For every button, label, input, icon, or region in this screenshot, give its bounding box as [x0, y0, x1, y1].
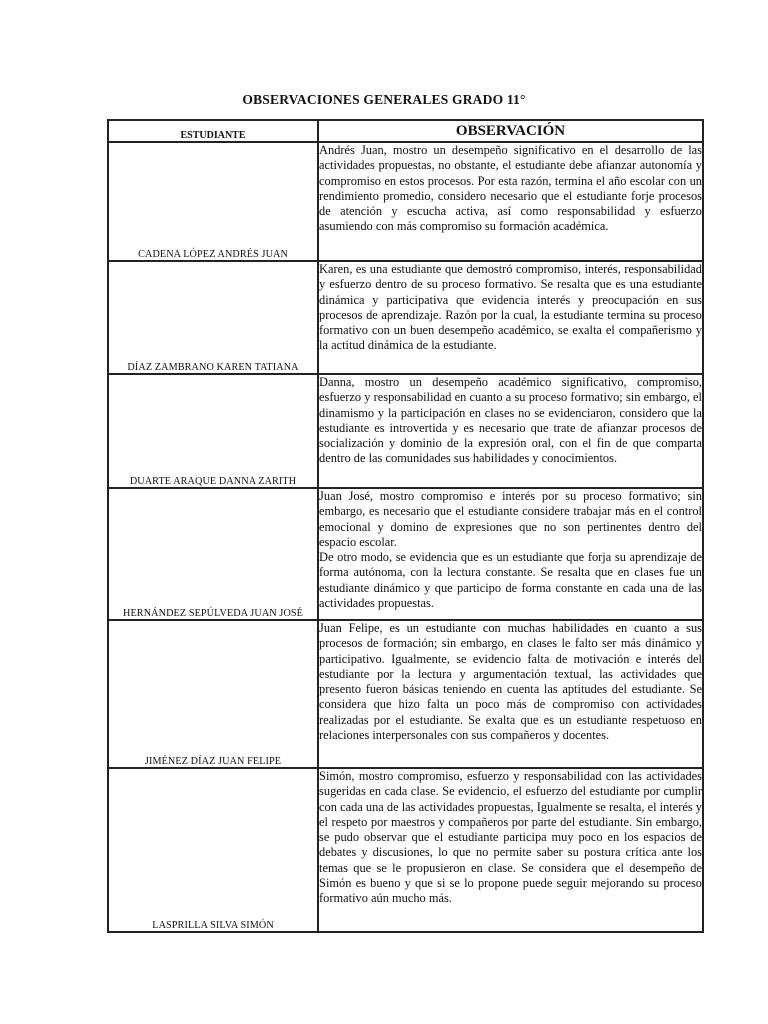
table-row — [108, 488, 703, 620]
table-row — [108, 261, 703, 374]
table-header-row — [108, 120, 703, 142]
observation-text: Simón, mostro compromiso, esfuerzo y responsabilidad con las actividades sugeridas en cada clase. Se evidencio, el esfuerzo del estudiante por cumplir con cada una de las actividades propuestas, Igualmente se resalta, el interés y el respeto por maestros y compañeros por parte del estudiante. Sin embargo, se pudo observar que el estudiante participa muy poco en los espacios de debates y discusiones, lo que no permite saber su postura crítica ante los temas que se le propusieron en clase. Se considera que el desempeño de Simón es bueno y que si se lo propone puede seguir mejorando su proceso formativo aún mucho más. — [318, 768, 703, 932]
observation-column-header: OBSERVACIÓN — [318, 120, 703, 142]
observation-text: Juan José, mostro compromiso e interés por su proceso formativo; sin embargo, es necesario que el estudiante considere trabajar más en el control emocional y domino de expresiones que no son pertinentes dentro del espacio escolar. De otro modo, se evidencia que es un estudiante que forja su aprendizaje de forma autónoma, con la lectura constante. Se resalta que en clases fue un estudiante dinámico y que participo de forma constante en cada una de las actividades propuestas. — [318, 488, 703, 620]
observation-text: Andrés Juan, mostro un desempeño significativo en el desarrollo de las actividades propuestas, no obstante, el estudiante debe afianzar autonomía y compromiso en estos procesos. Por esta razón, termina el año escolar con un rendimiento promedio, considero necesario que el estudiante forje procesos de atención y escucha activa, así como responsabilidad y esfuerzo asumiendo con más compromiso su formación académica. — [318, 142, 703, 261]
table-row — [108, 620, 703, 768]
observations-table — [107, 119, 704, 933]
student-column-header: ESTUDIANTE — [108, 120, 318, 142]
student-name: HERNÁNDEZ SEPÚLVEDA JUAN JOSÉ — [108, 488, 318, 620]
student-name: DÍAZ ZAMBRANO KAREN TATIANA — [108, 261, 318, 374]
table-row — [108, 374, 703, 488]
observation-text: Danna, mostro un desempeño académico significativo, compromiso, esfuerzo y responsabilidad en cuanto a su proceso formativo; sin embargo, el dinamismo y la participación en clases no se evidenciaron, considero que la estudiante es introvertida y es necesario que trate de afianzar procesos de socialización y dominio de la expresión oral, con el fin de que comparta dentro de las comunidades sus habilidades y conocimientos. — [318, 374, 703, 488]
student-name: LASPRILLA SILVA SIMÓN — [108, 768, 318, 932]
table-row — [108, 142, 703, 261]
student-name: DUARTE ARAQUE DANNA ZARITH — [108, 374, 318, 488]
student-name: CADENA LÓPEZ ANDRÉS JUAN — [108, 142, 318, 261]
document-title: OBSERVACIONES GENERALES GRADO 11° — [242, 92, 526, 107]
table-row — [108, 768, 703, 932]
observation-text: Karen, es una estudiante que demostró compromiso, interés, responsabilidad y esfuerzo dentro de su proceso formativo. Se resalta que es una estudiante dinámica y participativa que evidencia interés y preocupación en sus procesos de aprendizaje. Razón por la cual, la estudiante termina su proceso formativo con un buen desempeño académico, se exalta el compañerismo y la actitud dinámica de la estudiante. — [318, 261, 703, 374]
student-name: JIMÉNEZ DÍAZ JUAN FELIPE — [108, 620, 318, 768]
observation-text: Juan Felipe, es un estudiante con muchas habilidades en cuanto a sus procesos de formación; sin embargo, en clases le falto ser más dinámico y participativo. Igualmente, se evidencio falta de motivación e interés del estudiante por la lectura y argumentación textual, las actividades que presento fueron básicas teniendo en cuenta las aptitudes del estudiante. Se considera que hizo falta un poco más de compromiso con actividades realizadas por el estudiante. Se exalta que es un estudiante respetuoso en relaciones interpersonales con sus compañeros y docentes. — [318, 620, 703, 768]
